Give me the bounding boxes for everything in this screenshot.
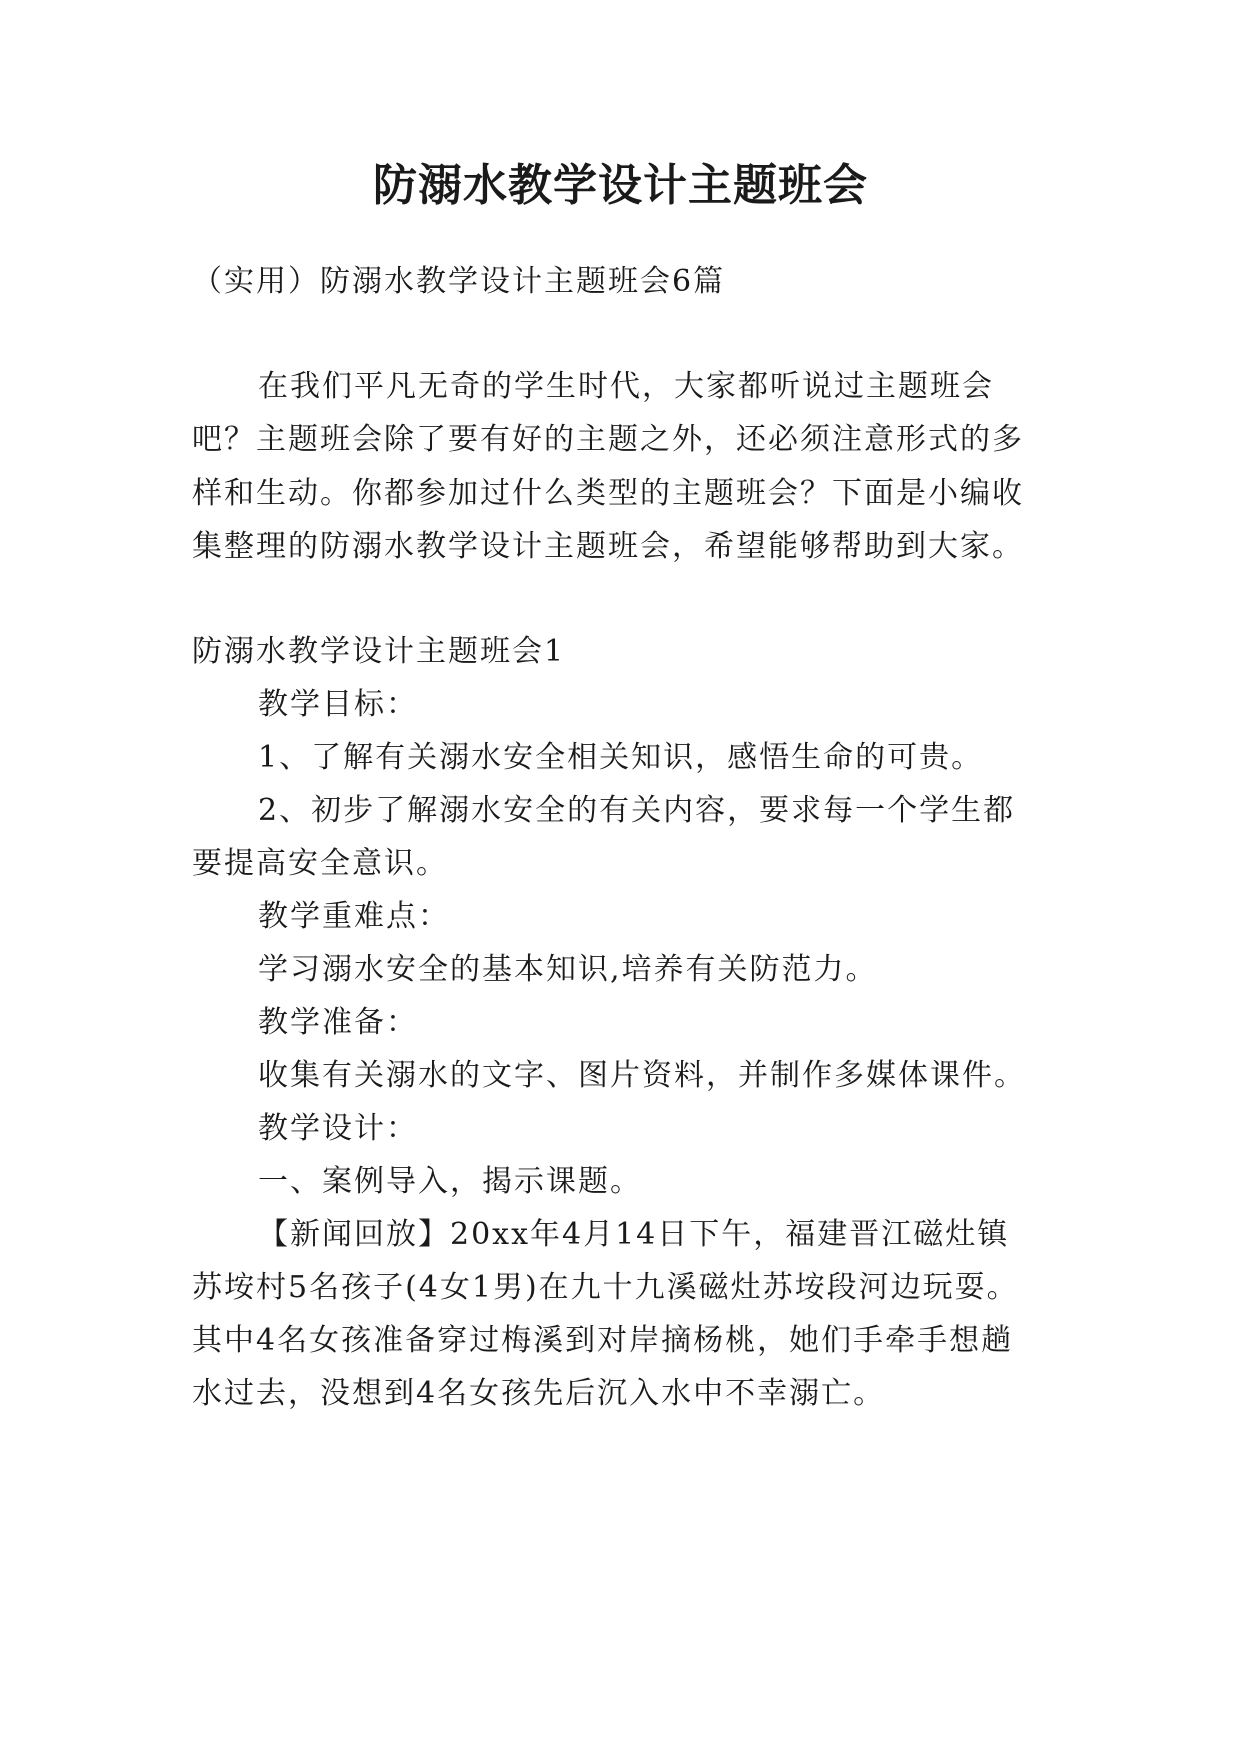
section-heading: 防溺水教学设计主题班会1: [192, 634, 566, 669]
intro-line-4: 集整理的防溺水教学设计主题班会，希望能够帮助到大家。: [192, 529, 1024, 564]
document-title: 防溺水教学设计主题班会: [373, 160, 868, 211]
news-line-2: 苏垵村5名孩子(4女1男)在九十九溪磁灶苏垵段河边玩耍。: [192, 1270, 1019, 1305]
difficulty-text: 学习溺水安全的基本知识,培养有关防范力。: [258, 952, 878, 987]
news-line-1: 【新闻回放】20xx年4月14日下午，福建晋江磁灶镇: [258, 1217, 1010, 1252]
news-line-3: 其中4名女孩准备穿过梅溪到对岸摘杨桃，她们手牵手想趟: [192, 1323, 1014, 1358]
goals-label: 教学目标：: [258, 687, 418, 722]
intro-line-2: 吧？主题班会除了要有好的主题之外，还必须注意形式的多: [192, 422, 1024, 457]
design-label: 教学设计：: [258, 1111, 418, 1146]
step-1: 一、案例导入，揭示课题。: [258, 1164, 642, 1199]
prep-label: 教学准备：: [258, 1005, 418, 1040]
difficulty-label: 教学重难点：: [258, 899, 450, 934]
intro-line-1: 在我们平凡无奇的学生时代，大家都听说过主题班会: [258, 369, 994, 404]
news-line-4: 水过去，没想到4名女孩先后沉入水中不幸溺亡。: [192, 1376, 886, 1411]
goal-1: 1、了解有关溺水安全相关知识，感悟生命的可贵。: [258, 740, 984, 775]
intro-line-3: 样和生动。你都参加过什么类型的主题班会？下面是小编收: [192, 476, 1024, 511]
prep-text: 收集有关溺水的文字、图片资料，并制作多媒体课件。: [258, 1058, 1026, 1093]
goal-2-line-1: 2、初步了解溺水安全的有关内容，要求每一个学生都: [258, 793, 1016, 828]
goal-2-line-2: 要提高安全意识。: [192, 846, 448, 881]
document-subtitle: （实用）防溺水教学设计主题班会6篇: [192, 264, 726, 299]
